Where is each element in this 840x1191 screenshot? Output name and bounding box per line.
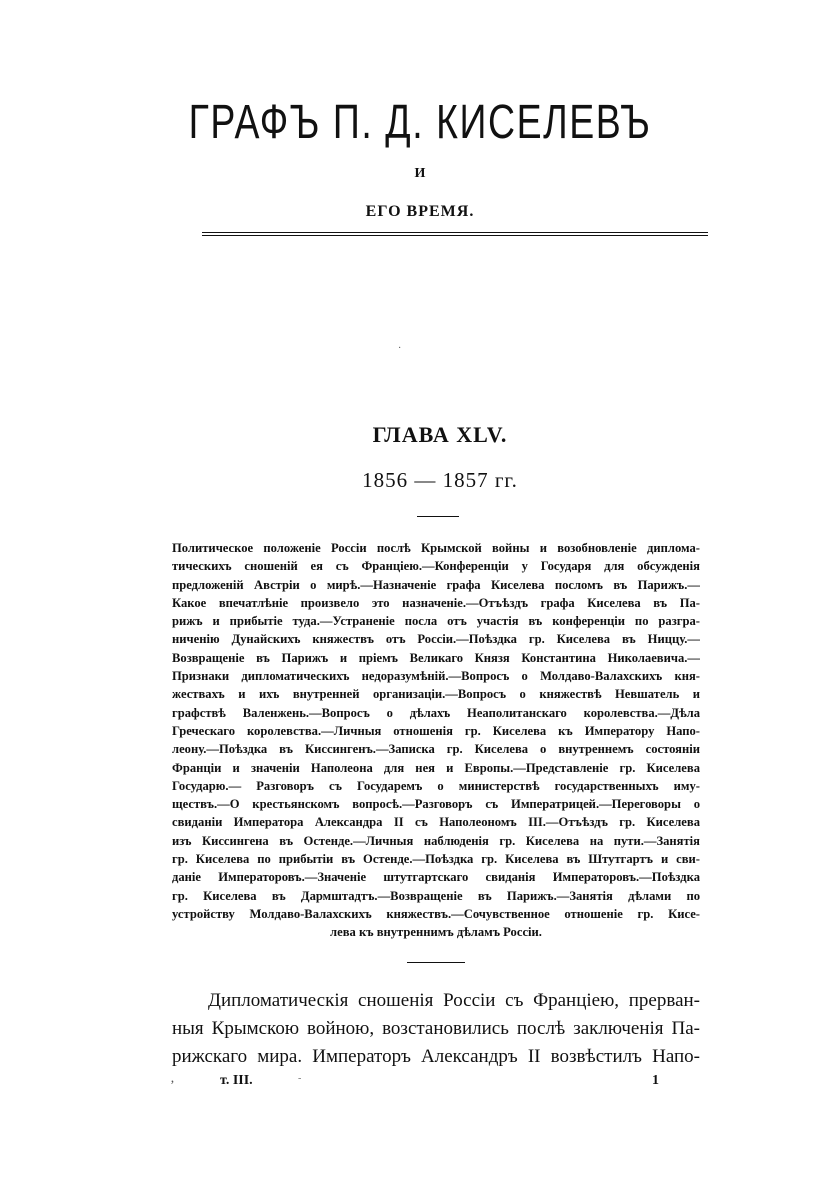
summary-line: жествахъ и ихъ внутренней организаціи.—Вопросъ о княжествѣ Невшатель и bbox=[172, 687, 700, 702]
chapter-heading: ГЛАВА XLV. bbox=[372, 422, 508, 447]
summary-line: даніе Императоровъ.—Значеніе штутгартскаго свиданія Императоровъ.—Поѣздка bbox=[172, 870, 700, 885]
summary-line: лева къ внутреннимъ дѣламъ Россіи. bbox=[330, 925, 542, 940]
chapter-years: 1856 — 1857 гг. bbox=[362, 468, 518, 492]
summary-line: ществъ.—О крестьянскомъ вопросѣ.—Разговоръ съ Императрицей.—Переговоры о bbox=[172, 797, 700, 812]
chapter-summary bbox=[172, 539, 700, 942]
summary-line: гр. Киселева въ Дармштадтъ.—Возвращеніе въ Парижъ.—Занятія дѣлами по bbox=[172, 888, 700, 903]
summary-line: Франціи и значеніи Наполеона для нея и Европы.—Представленіе гр. Киселева bbox=[172, 760, 700, 775]
body-line: рижскаго мира. Императоръ Александръ II возвѣстилъ Напо- bbox=[172, 1046, 700, 1067]
page-number: 1 bbox=[652, 1073, 659, 1088]
summary-line: Государю.— Разговоръ съ Государемъ о министерствѣ государственныхъ иму- bbox=[172, 778, 700, 793]
title-double-rule bbox=[202, 232, 708, 236]
summary-line: гр. Киселева по прибытіи въ Остенде.—Поѣздка гр. Киселева въ Штутгартъ и сви- bbox=[172, 852, 700, 867]
summary-line: Греческаго королевства.—Личныя отношенія гр. Киселева къ Императору Напо- bbox=[172, 723, 700, 738]
summary-line: предложеній Австріи о мирѣ.—Назначеніе графа Киселева посломъ въ Парижъ.— bbox=[172, 577, 700, 592]
book-subtitle: ЕГО ВРЕМЯ. bbox=[365, 203, 475, 220]
ornament-dot: · bbox=[398, 343, 402, 354]
summary-line: леону.—Поѣздка въ Киссингенъ.—Записка гр. Киселева о внутреннемъ состояніи bbox=[172, 742, 700, 757]
summary-line: Политическое положеніе Россіи послѣ Крымской войны и возобновленіе диплома- bbox=[172, 541, 700, 555]
title-conjunction: И bbox=[414, 166, 426, 181]
book-title: ГРАФЪ П. Д. КИСЕЛЕВЪ bbox=[188, 96, 652, 149]
summary-line: Признаки дипломатическихъ недоразумѣній.—Вопросъ о Молдаво-Валахскихъ кня- bbox=[172, 669, 700, 684]
summary-line: тическихъ сношеній ея съ Франціею.—Конференціи у Государя для обсужденія bbox=[172, 559, 700, 574]
body-separator-rule bbox=[407, 962, 465, 963]
footer-mark-2: - bbox=[298, 1073, 302, 1084]
summary-line: графствѣ Валенжень.—Вопросъ о дѣлахъ Неаполитанскаго королевства.—Дѣла bbox=[172, 705, 700, 720]
summary-line: Какое впечатлѣніе произвело это назначеніе.—Отъѣздъ графа Киселева въ Па- bbox=[172, 595, 700, 610]
page-footer bbox=[0, 1073, 840, 1093]
summary-line: изъ Киссингена въ Остенде.—Личныя наблюденія гр. Киселева на пути.—Занятія bbox=[172, 833, 700, 848]
body-text bbox=[172, 987, 700, 1071]
volume-label: т. III. bbox=[220, 1073, 253, 1088]
summary-line: устройству Молдаво-Валахскихъ княжествъ.—Сочувственное отношеніе гр. Кисе- bbox=[172, 906, 700, 921]
footer-mark: ‚ bbox=[170, 1071, 175, 1086]
summary-line: рижъ и прибытіе туда.—Устраненіе посла отъ участія въ конференціи по разгра- bbox=[172, 614, 700, 629]
body-line: Дипломатическія сношенія Россіи съ Франціею, прерван- bbox=[208, 990, 700, 1011]
chapter-separator-rule bbox=[417, 516, 459, 517]
summary-line: свиданіи Императора Александра II съ Наполеономъ III.—Отъѣздъ гр. Киселева bbox=[172, 815, 700, 830]
summary-line: ниченію Дунайскихъ княжествъ отъ Россіи.—Поѣздка гр. Киселева въ Ниццу.— bbox=[172, 632, 700, 647]
body-line: ныя Крымскою войною, возстановились послѣ заключенія Па- bbox=[172, 1018, 700, 1039]
summary-line: Возвращеніе въ Парижъ и пріемъ Великаго Князя Константина Николаевича.— bbox=[172, 650, 700, 665]
